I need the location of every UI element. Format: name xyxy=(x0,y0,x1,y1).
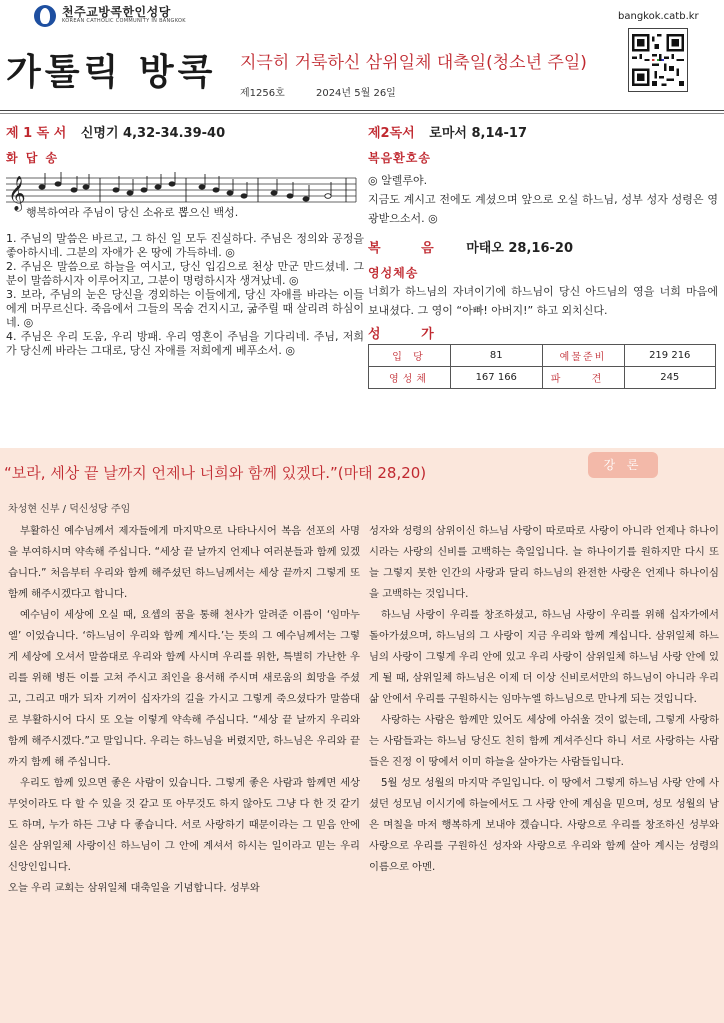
entrance-label: 입 당 xyxy=(369,344,451,366)
qr-code-icon xyxy=(628,28,688,92)
homily-tag: 강 론 xyxy=(588,452,658,478)
first-reading-ref: 신명기 4,32-34.39-40 xyxy=(80,126,226,141)
bulletin-title: 가톨릭 방콕 xyxy=(6,51,217,93)
homily-paragraph: 5월 성모 성월의 마지막 주일입니다. 이 땅에서 그렇게 하느님 사랑 안에 사셨던 성모님 이시기에 하늘에서도 그 사랑 안에 계심을 믿으며, 성모 성월의 남은 며칠을 마저 행복하게 보내야 겠습니다. 사랑으로 우리를 창조하신 성부와 사랑으로 우리를 구원하신 성자와 사랑으로 우리와 함께 살아 계시는 성령의 이름으로 아멘. xyxy=(369,777,719,873)
music-staff-icon xyxy=(6,170,358,218)
communion-antiphon-label: 영성체송 xyxy=(368,265,419,280)
communion-hymn-label: 영성체 xyxy=(369,366,451,388)
psalm-verse: 1. 주님의 말씀은 바르고, 그 하신 일 모두 진실하다. 주님은 정의와 공정을 좋아하시네. 그분의 자애가 온 땅에 가득하네. ◎ xyxy=(6,232,364,259)
homily-paragraph: 하느님 사랑이 우리를 창조하셨고, 하느님 사랑이 우리를 위해 십자가에서 돌아가셨으며, 하느님의 그 사랑이 지금 우리와 함께 계십니다. 삼위일체 하느님의 사랑이 그렇게 우리 안에 있고 우리 사랑이 삼위일체 하느님 사랑 안에 있게 될 때, 삼위일체 하느님은 이제 더 이상 신비로서만의 하느님이 아니라 우리 삶 안에서 우리를 구원하시는 임마누엘 하느님으로 만나게 되는 것입니다. xyxy=(369,609,719,705)
second-reading xyxy=(368,122,718,141)
homily-author: 차성현 신부 / 덕신성당 주임 xyxy=(8,504,131,515)
homily-right-column xyxy=(369,521,719,878)
issue-date: 2024년 5월 26일 xyxy=(315,88,396,99)
homily-paragraph: 부활하신 예수님께서 제자들에게 마지막으로 나타나시어 복음 선포의 사명을 부여하시며 약속해 주십니다. “세상 끝 날까지 언제나 여러분들과 함께 있겠습니다.” 처음부터 우리와 함께 해주셨던 하느님께서는 세상 끝까지 그렇게 또 함께 해주시겠다고 합니다. xyxy=(8,525,360,600)
offertory-label: 예물준비 xyxy=(542,344,624,366)
psalm-response: 행복하여라 주님이 당신 소유로 뽑으신 백성. xyxy=(26,206,239,219)
gospel xyxy=(368,237,718,256)
communion-hymn: 167 166 xyxy=(451,366,543,388)
acclamation-text: ◎ 알렐루야. 지금도 계시고 전에도 계셨으며 앞으로 오실 하느님, 성부 성자 성령은 영광받으소서. ◎ xyxy=(368,174,718,225)
table-row xyxy=(369,366,716,388)
first-reading-label: 제 1 독 서 xyxy=(6,126,67,141)
homily-paragraph: 예수님이 세상에 오실 때, 요셉의 꿈을 통해 천사가 알려준 이름이 ‘임마누엘’ 이었습니다. ‘하느님이 우리와 함께 계시다.’는 뜻의 그 예수님께서는 그렇게 세상에 오셔서 말씀대로 우리와 함께 사시며 우리를 위한, 특별히 가난한 우리를 위해 병든 이를 고쳐 주시고 죄인을 용서해 주시며 새로움의 희망을 주셨고, 그리고 매가 되자 기꺼이 십자가의 길을 가시고 그렇게 죽으셨다가 말씀대로 부활하시어 다시 또 오늘 이렇게 약속해 주십니다. “세상 끝 날까지 우리와 함께 해주시겠다.”고 말입니다. 우리는 하느님을 버렸지만, 하느님은 우리와 끝까지 함께 해 주십니다. xyxy=(8,609,360,768)
hymns-table xyxy=(368,344,716,389)
homily-paragraph: 오늘 우리 교회는 삼위일체 대축일을 기념합니다. 성부와 xyxy=(8,882,260,894)
second-reading-label: 제2독서 xyxy=(368,126,415,141)
feast-title: 지극히 거룩하신 삼위일체 대축일(청소년 주일) xyxy=(240,53,587,73)
psalm-label: 화 답 송 xyxy=(6,151,60,165)
issue-number: 제1256호 xyxy=(240,88,285,99)
first-reading xyxy=(6,122,364,141)
website-url[interactable]: bangkok.catb.kr xyxy=(618,11,699,22)
svg-text:𝄞: 𝄞 xyxy=(8,176,26,211)
table-row xyxy=(369,344,716,366)
left-column xyxy=(6,122,364,358)
hymns-title: 성 가 xyxy=(368,326,452,342)
communion-antiphon-text: 너희가 하느님의 자녀이기에 하느님이 당신 아드님의 영을 너희 마음에 보내셨다. 그 영이 “아빠! 아버지!” 하고 외치신다. xyxy=(368,284,718,317)
psalm-verse: 3. 보라, 주님의 눈은 당신을 경외하는 이들에게, 당신 자애를 바라는 이들에게 머무르신다. 죽음에서 그들의 목숨 건지시고, 굶주릴 때 살리려 하심이네. ◎ xyxy=(6,287,364,329)
homily-paragraph: 성자와 성령의 삼위이신 하느님 사랑이 따로따로 사랑이 아니라 언제나 하나이시라는 사랑의 신비를 고백하는 축일입니다. 늘 하나이기를 원하지만 다시 또 늘 그렇지 못한 인간의 사랑과 달리 하느님의 완전한 사랑은 언제나 하나이심을 고백하는 것입니다. xyxy=(369,525,719,600)
gospel-label: 복 음 xyxy=(368,240,452,256)
psalm-verse: 2. 주님은 말씀으로 하늘을 여시고, 당신 입김으로 천상 만군 만드셨네. 그분이 말씀하시자 이루어지고, 그분이 명령하시자 생겨났네. ◎ xyxy=(6,259,364,287)
header-divider-thin xyxy=(0,113,724,114)
header-divider xyxy=(0,110,724,111)
psalm-verses xyxy=(6,232,364,358)
homily-left-column xyxy=(8,521,360,899)
homily-paragraph: 우리도 함께 있으면 좋은 사람이 있습니다. 그렇게 좋은 사람과 함께면 세상 무엇이라도 다 할 수 있을 것 같고 또 아무것도 하지 않아도 그냥 다 한 것 같기도 하며, 누가 하든 그냥 다 좋습니다. 서로 사랑하기 때문이라는 그 믿음 안에 실은 삼위일체 사랑이신 하느님이 그 안에 계셔서 하시는 일이라고 믿는 우리 신앙인입니다. xyxy=(8,777,360,873)
org-name: 천주교방콕한인성당 xyxy=(62,5,171,19)
homily-paragraph: 사랑하는 사람은 함께만 있어도 세상에 아쉬울 것이 없는데, 그렇게 사랑하는 사람들과는 하느님 당신도 친히 함께 계셔주신다 하니 서로 사랑하는 사람들은 진정 이 땅에서 이미 하늘을 살아가는 사람들입니다. xyxy=(369,714,719,768)
parish-logo-icon xyxy=(34,5,56,27)
right-column xyxy=(368,122,718,389)
org-subtitle: KOREAN CATHOLIC COMMUNITY IN BANGKOK xyxy=(62,18,186,24)
homily-title: “보라, 세상 끝 날까지 언제나 너희와 함께 있겠다.”(마태 28,20) xyxy=(4,464,427,482)
gospel-ref: 마태오 28,16-20 xyxy=(466,240,573,256)
dismissal-label: 파 견 xyxy=(542,366,624,388)
dismissal-hymn: 245 xyxy=(624,366,716,388)
issue-info xyxy=(240,84,424,99)
music-staff xyxy=(6,170,364,218)
second-reading-ref: 로마서 8,14-17 xyxy=(429,126,528,141)
offertory-hymn: 219 216 xyxy=(624,344,716,366)
psalm-verse: 4. 주님은 우리 도움, 우리 방패. 우리 영혼이 주님을 기다리네. 주님, 저희가 당신께 바라는 그대로, 당신 자애를 저희에게 베푸소서. ◎ xyxy=(6,329,364,357)
acclamation-label: 복음환호송 xyxy=(368,151,431,165)
entrance-hymn: 81 xyxy=(451,344,543,366)
